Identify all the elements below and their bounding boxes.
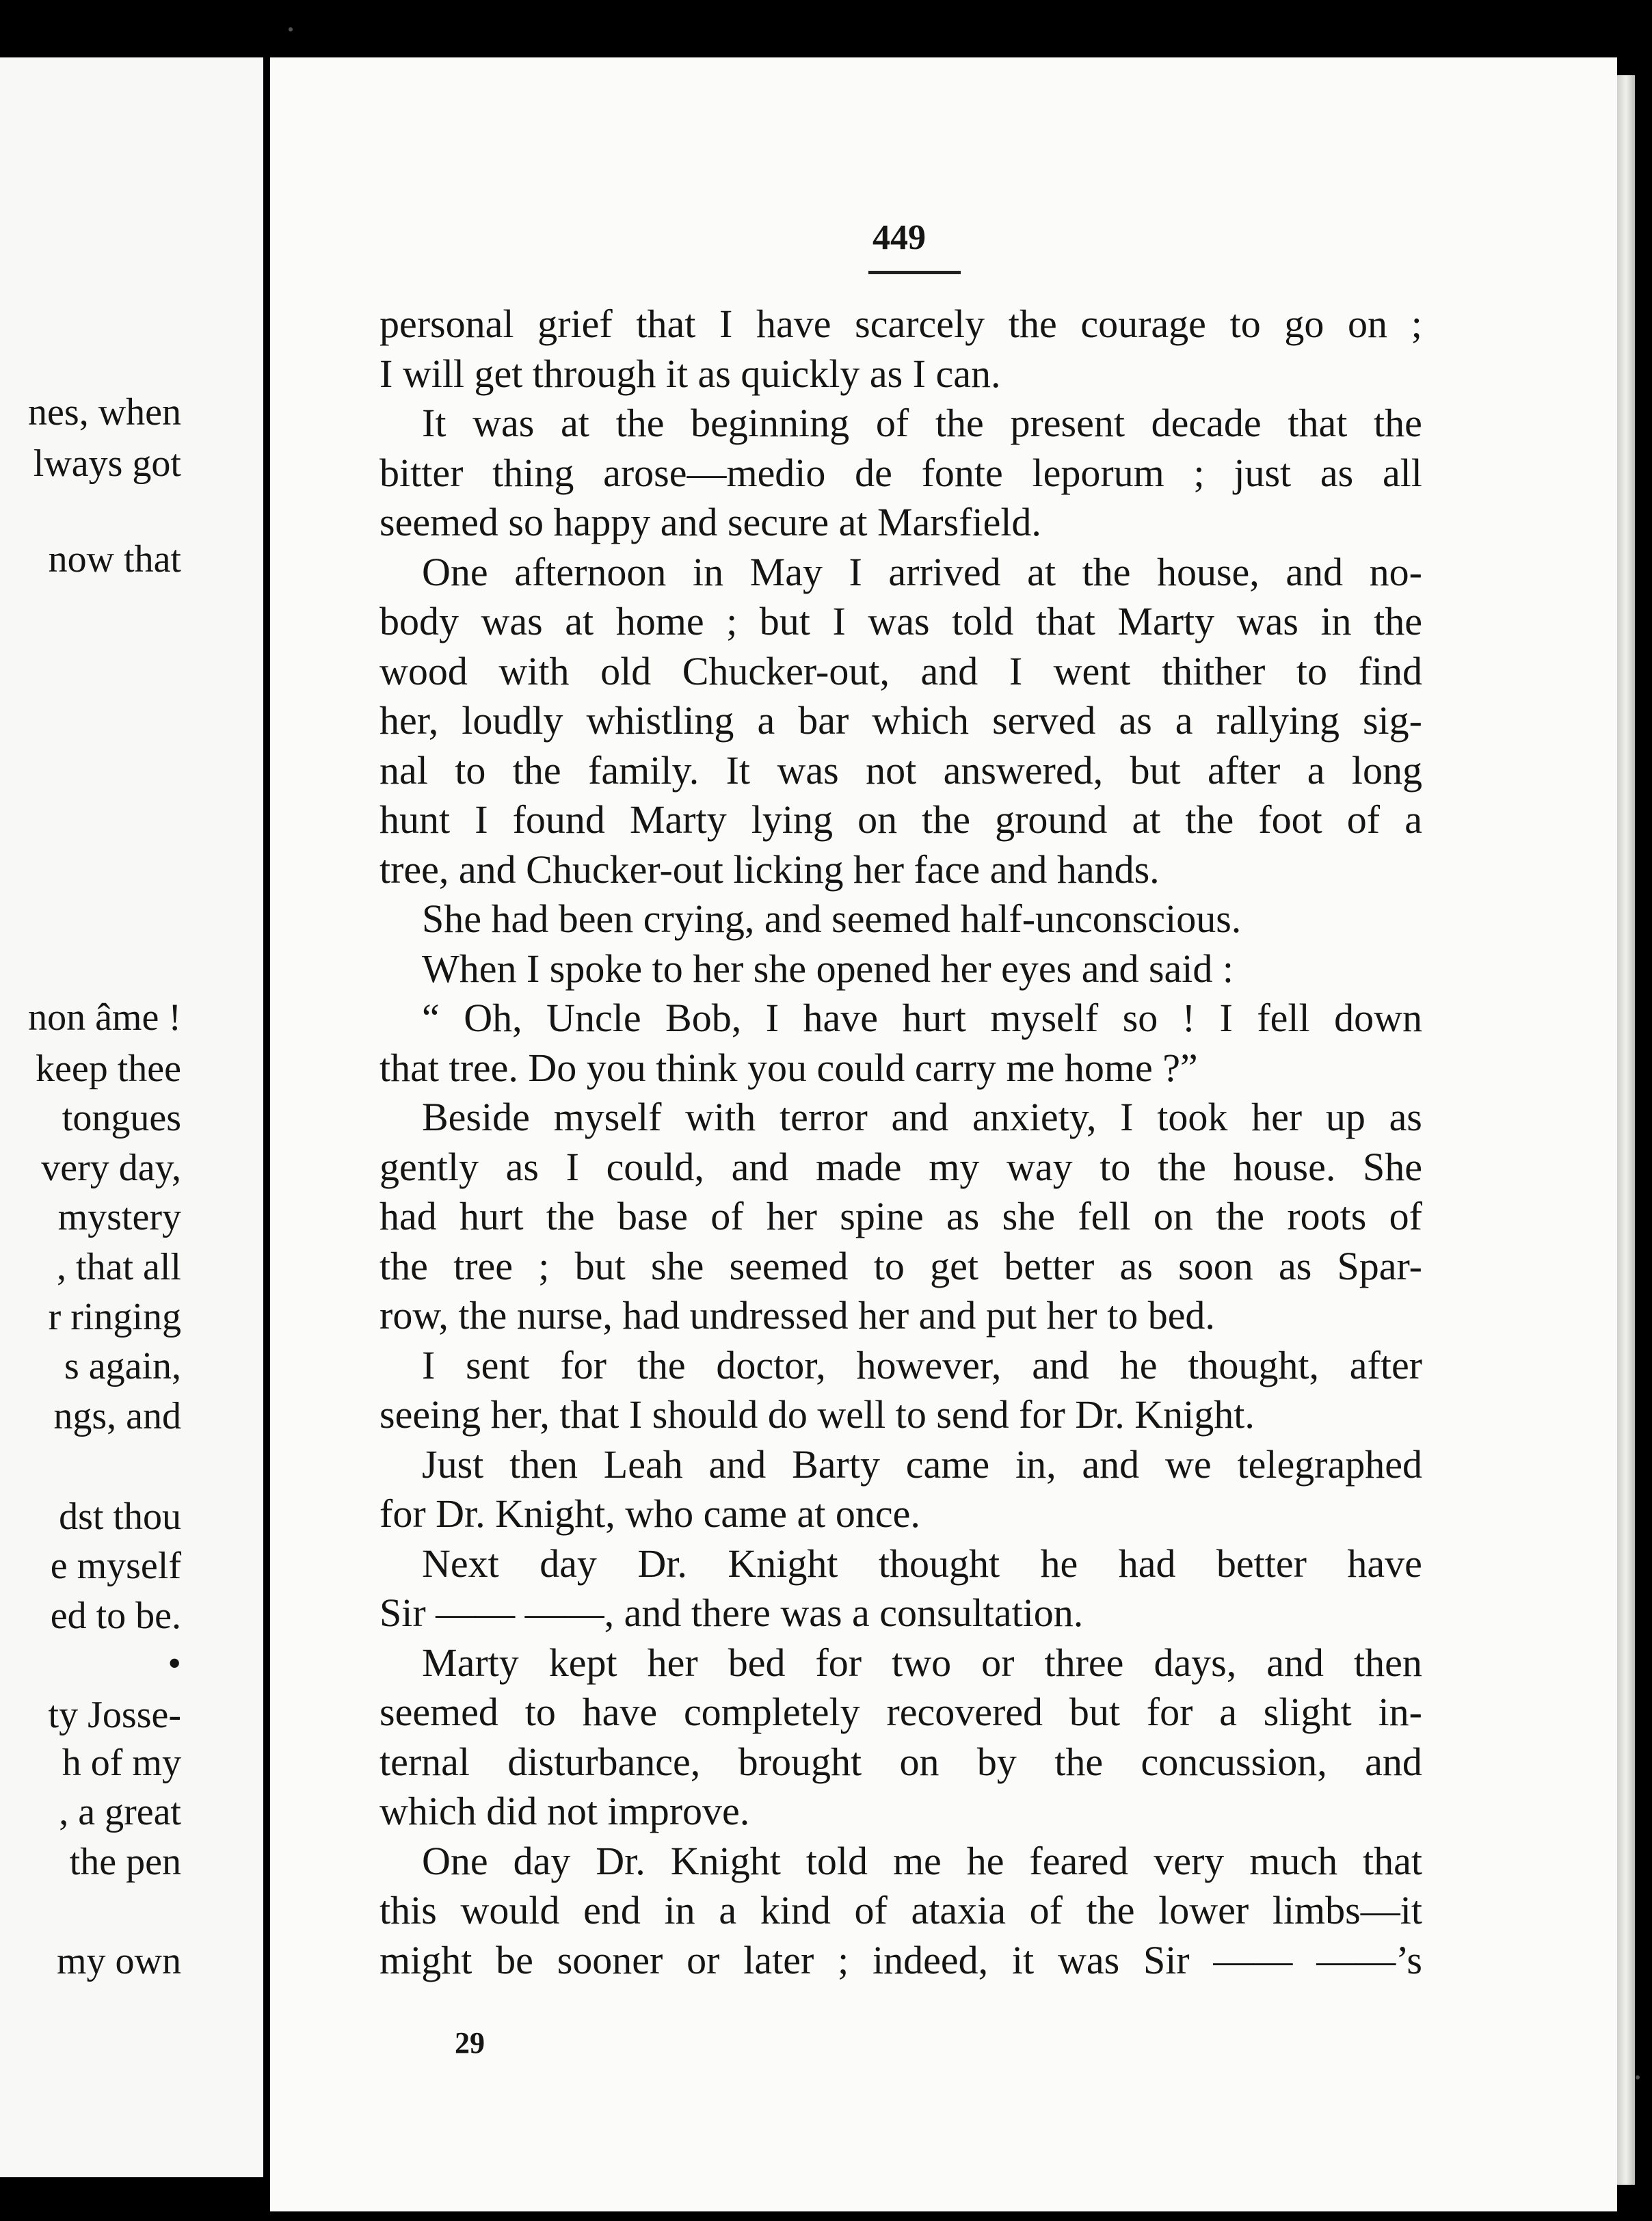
left-page-fragment: keep thee bbox=[36, 1048, 181, 1090]
text-line: which did not improve. bbox=[379, 1789, 750, 1833]
left-page-fragment: ty Josse- bbox=[48, 1694, 181, 1736]
text-line: personal grief that I have scarcely the courage to go on ; bbox=[379, 302, 1422, 346]
text-line: bitter thing arose—medio de fonte leporum ; just as all bbox=[379, 450, 1422, 495]
text-line: ternal disturbance, brought on by the concussion, and bbox=[379, 1739, 1422, 1784]
text-line: When I spoke to her she opened her eyes and said : bbox=[422, 946, 1234, 991]
left-page-fragment: mystery bbox=[57, 1196, 181, 1238]
text-line: wood with old Chucker-out, and I went thither to find bbox=[379, 648, 1422, 693]
text-line: for Dr. Knight, who came at once. bbox=[379, 1491, 920, 1536]
text-line: seemed to have completely recovered but for a slight in- bbox=[379, 1690, 1422, 1734]
text-line: I sent for the doctor, however, and he thought, after bbox=[422, 1342, 1422, 1387]
left-page-fragment: e myself bbox=[50, 1545, 181, 1587]
text-line: “ Oh, Uncle Bob, I have hurt myself so ! I fell down bbox=[422, 996, 1422, 1040]
text-line: that tree. Do you think you could carry me home ?” bbox=[379, 1045, 1198, 1090]
text-line: the tree ; but she seemed to get better as soon as Spar- bbox=[379, 1243, 1422, 1288]
text-line: might be sooner or later ; indeed, it was Sir —— ——’s bbox=[379, 1937, 1422, 1982]
text-line: had hurt the base of her spine as she fell on the roots of bbox=[379, 1194, 1422, 1238]
left-page-fragment: r ringing bbox=[48, 1296, 181, 1338]
left-page-fragment: ed to be. bbox=[50, 1595, 181, 1637]
page-edge bbox=[1617, 75, 1635, 2185]
left-page-fragment: , a great bbox=[59, 1791, 181, 1833]
text-line: nal to the family. It was not answered, but after a long bbox=[379, 747, 1422, 793]
left-page-fragment: my own bbox=[57, 1940, 181, 1982]
left-page-fragment: dst thou bbox=[59, 1495, 181, 1538]
signature-mark: 29 bbox=[455, 2026, 485, 2060]
page-number: 449 bbox=[872, 218, 926, 257]
scan-speck bbox=[289, 27, 293, 31]
left-page-fragment: ngs, and bbox=[53, 1395, 181, 1437]
text-line: hunt I found Marty lying on the ground at the foot of a bbox=[379, 797, 1422, 842]
text-line: row, the nurse, had undressed her and put her to bed. bbox=[379, 1293, 1215, 1338]
text-line: Marty kept her bed for two or three days, and then bbox=[422, 1640, 1422, 1685]
text-line: I will get through it as quickly as I can. bbox=[379, 351, 1001, 396]
left-page-fragment: lways got bbox=[33, 442, 181, 485]
text-line: One day Dr. Knight told me he feared very much that bbox=[422, 1838, 1422, 1883]
left-page-fragment: the pen bbox=[69, 1841, 181, 1883]
text-line: She had been crying, and seemed half-unconscious. bbox=[422, 896, 1242, 941]
text-line: Sir —— ——, and there was a consultation. bbox=[379, 1591, 1084, 1635]
text-line: her, loudly whistling a bar which served as a rallying sig- bbox=[379, 698, 1422, 743]
text-line: gently as I could, and made my way to the house. She bbox=[379, 1144, 1422, 1189]
text-line: tree, and Chucker-out licking her face and hands. bbox=[379, 847, 1160, 892]
text-line: One afternoon in May I arrived at the house, and no- bbox=[422, 549, 1422, 594]
text-line: this would end in a kind of ataxia of the lower limbs—it bbox=[379, 1888, 1422, 1932]
left-page-fragment: nes, when bbox=[28, 391, 181, 434]
text-line: seemed so happy and secure at Marsfield. bbox=[379, 500, 1041, 544]
text-line: body was at home ; but I was told that Marty was in the bbox=[379, 599, 1422, 643]
left-page bbox=[0, 57, 263, 2177]
left-page-fragment: non âme ! bbox=[28, 996, 181, 1039]
text-line: seeing her, that I should do well to send for Dr. Knight. bbox=[379, 1392, 1255, 1437]
left-page-fragment: , that all bbox=[57, 1246, 181, 1288]
text-line: It was at the beginning of the present decade that the bbox=[422, 401, 1422, 445]
left-page-fragment: now that bbox=[48, 538, 181, 581]
left-page-fragment: h of my bbox=[62, 1742, 181, 1784]
scan-speck bbox=[1636, 2075, 1640, 2079]
left-page-fragment: • bbox=[168, 1643, 181, 1685]
text-line: Beside myself with terror and anxiety, I took her up as bbox=[422, 1095, 1422, 1139]
text-line: Just then Leah and Barty came in, and we telegraphed bbox=[422, 1441, 1422, 1487]
body-text bbox=[379, 300, 1422, 1985]
page-number-rule bbox=[868, 271, 961, 274]
text-line: Next day Dr. Knight thought he had better have bbox=[422, 1541, 1422, 1586]
left-page-fragment: very day, bbox=[41, 1147, 181, 1189]
left-page-fragment: tongues bbox=[62, 1097, 181, 1139]
left-page-fragment: s again, bbox=[64, 1345, 181, 1387]
